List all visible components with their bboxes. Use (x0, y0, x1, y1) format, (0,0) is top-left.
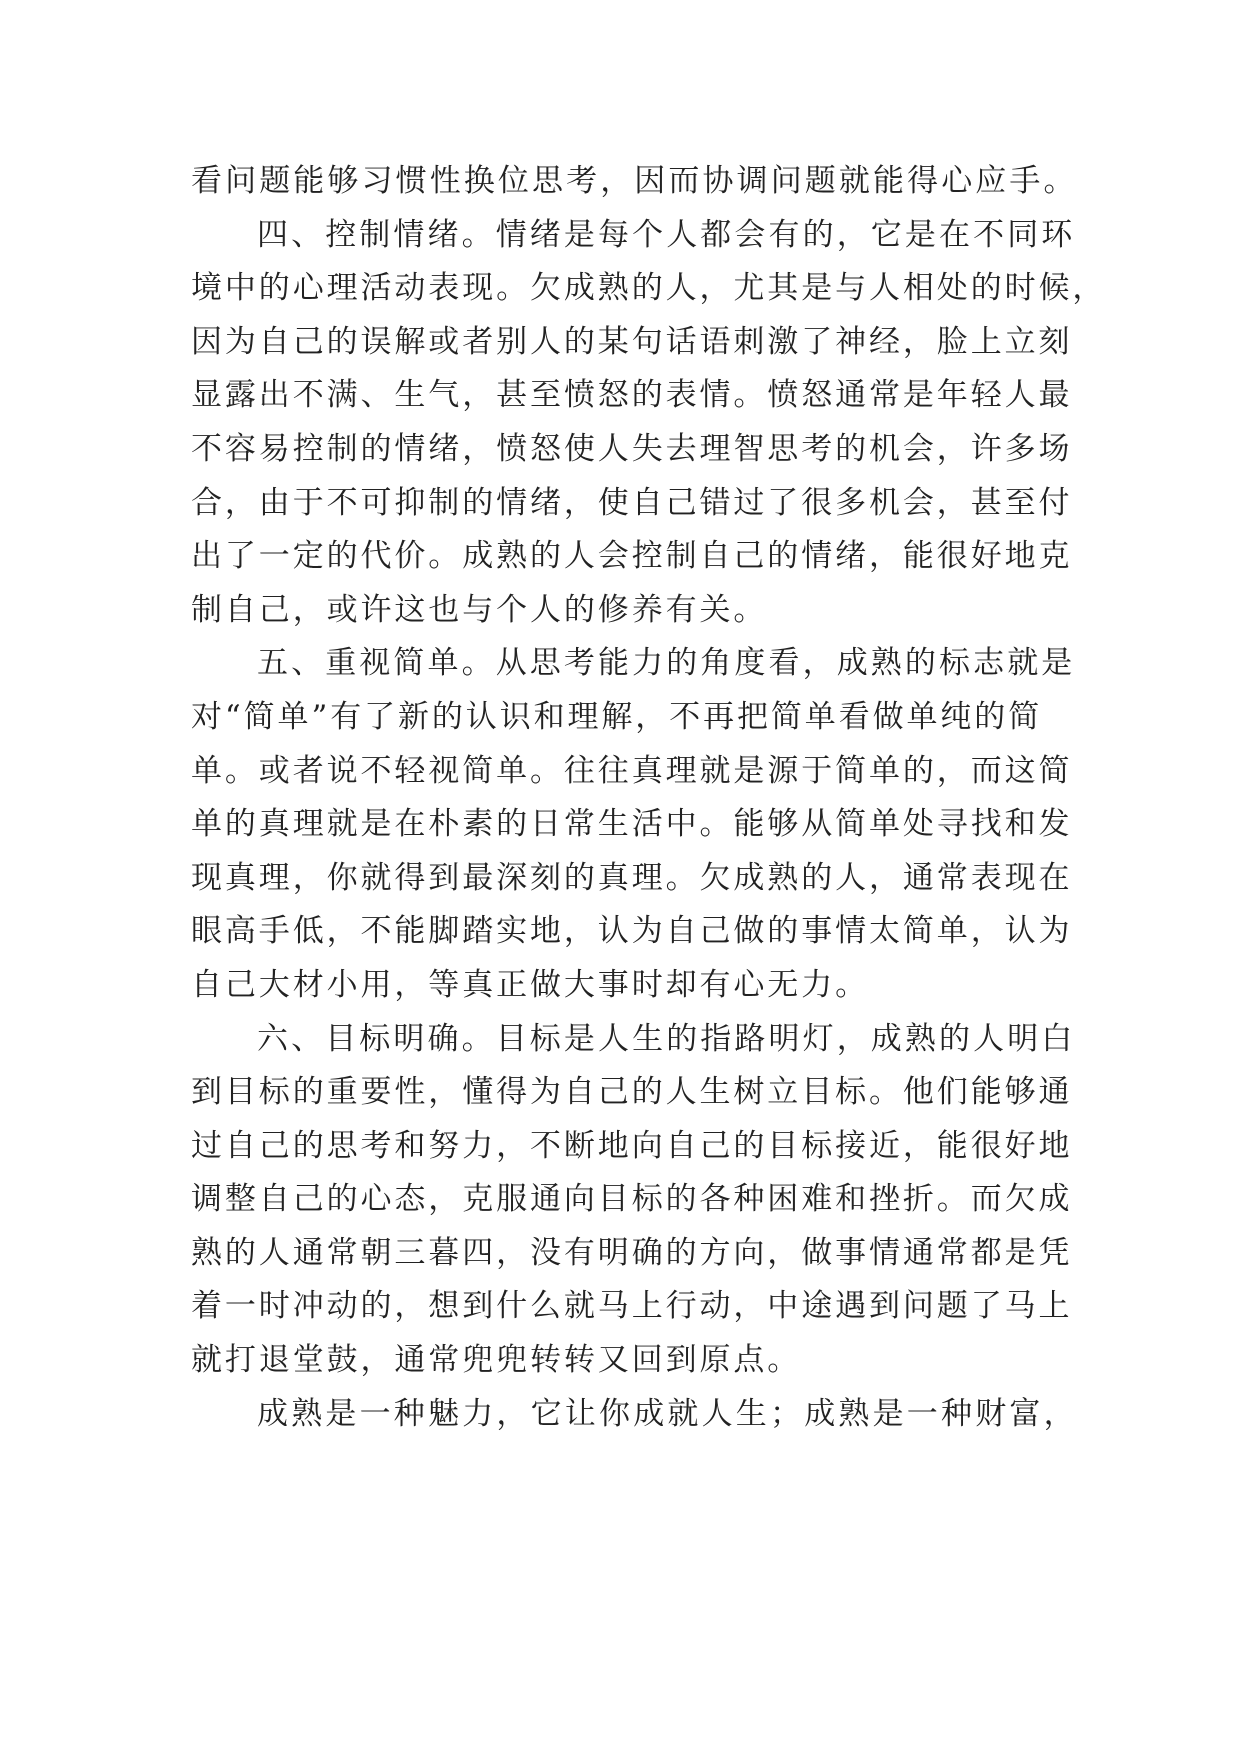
text-line: 不容易控制的情绪，愤怒使人失去理智思考的机会，许多场 (191, 430, 1073, 467)
text-line: 到目标的重要性，懂得为自己的人生树立目标。他们能够通 (191, 1074, 1073, 1111)
paragraph-closing (191, 1388, 1078, 1442)
text-line: 自己大材小用，等真正做大事时却有心无力。 (191, 966, 869, 1003)
text-line: 出了一定的代价。成熟的人会控制自己的情绪，能很好地克 (191, 538, 1073, 575)
text-line: 四、控制情绪。情绪是每个人都会有的，它是在不同环 (257, 216, 1076, 253)
text-line: 调整自己的心态，克服通向目标的各种困难和挫折。而欠成 (191, 1181, 1073, 1218)
text-line: 合，由于不可抑制的情绪，使自己错过了很多机会，甚至付 (191, 484, 1073, 521)
text-line: 熟的人通常朝三暮四，没有明确的方向，做事情通常都是凭 (191, 1234, 1073, 1271)
paragraph-value-simplicity (191, 637, 1076, 1012)
text-line: 看问题能够习惯性换位思考，因而协调问题就能得心应手。 (191, 163, 1078, 199)
text-line: 单。或者说不轻视简单。往往真理就是源于简单的，而这简 (191, 752, 1073, 789)
body-text (191, 155, 1107, 1441)
text-line: 显露出不满、生气，甚至愤怒的表情。愤怒通常是年轻人最 (191, 377, 1073, 414)
text-line: 对“简单”有了新的认识和理解，不再把简单看做单纯的简 (191, 698, 1043, 735)
paragraph-clear-goals (191, 1013, 1076, 1388)
text-line: 眼高手低，不能脚踏实地，认为自己做的事情太简单，认为 (191, 913, 1073, 950)
text-line: 境中的心理活动表现。欠成熟的人，尤其是与人相处的时候， (191, 270, 1107, 307)
text-line: 五、重视简单。从思考能力的角度看，成熟的标志就是 (257, 645, 1076, 682)
text-line: 就打退堂鼓，通常兜兜转转又回到原点。 (191, 1342, 802, 1379)
text-line: 成熟是一种魅力，它让你成就人生；成熟是一种财富， (257, 1395, 1078, 1432)
paragraph-control-emotions (191, 209, 1107, 638)
text-line: 现真理，你就得到最深刻的真理。欠成熟的人，通常表现在 (191, 859, 1073, 896)
text-line: 因为自己的误解或者别人的某句话语刺激了神经，脸上立刻 (191, 323, 1073, 360)
paragraph-continuation (191, 155, 1078, 209)
text-line: 六、目标明确。目标是人生的指路明灯，成熟的人明白 (257, 1020, 1076, 1057)
text-line: 着一时冲动的，想到什么就马上行动，中途遇到问题了马上 (191, 1288, 1073, 1325)
text-line: 单的真理就是在朴素的日常生活中。能够从简单处寻找和发 (191, 806, 1073, 843)
text-line: 过自己的思考和努力，不断地向自己的目标接近，能很好地 (191, 1127, 1073, 1164)
text-line: 制自己，或许这也与个人的修养有关。 (191, 591, 768, 628)
